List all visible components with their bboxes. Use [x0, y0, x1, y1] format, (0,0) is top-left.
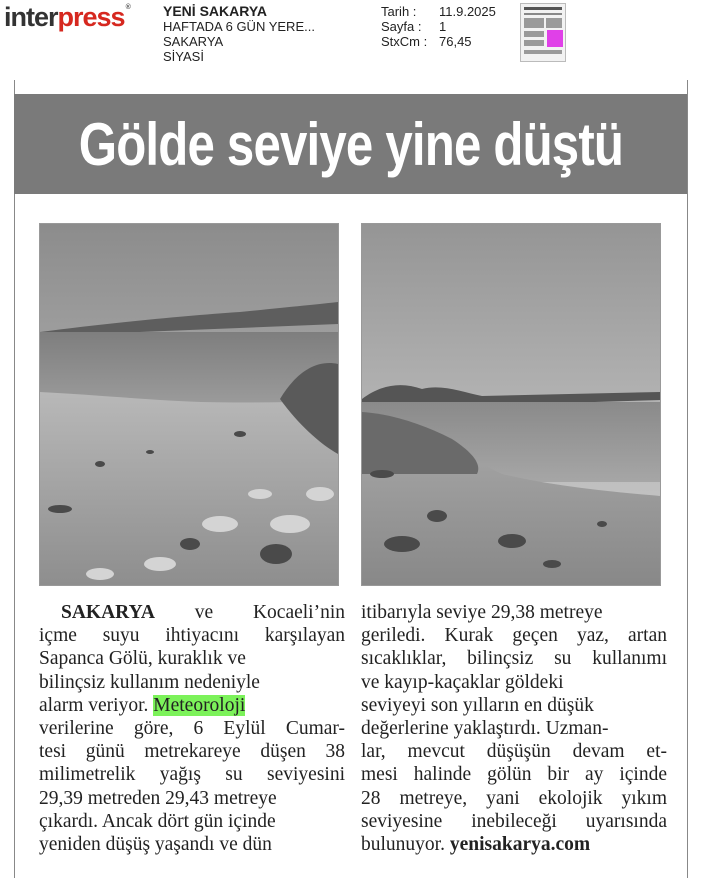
clip-meta	[381, 4, 496, 49]
lake-shore-photo-right	[361, 223, 661, 586]
body-line: lar, mevcut düşüşün devam et-	[361, 741, 667, 763]
interpress-logo: interpress®	[4, 2, 130, 32]
meta-size-row: StxCm : 76,45	[381, 34, 472, 49]
body-line: değerlerine yaklaştırdı. Uzman-	[361, 718, 609, 740]
body-line: tesi günü metrekareye düşen 38	[39, 741, 345, 763]
body-line: mesi halinde gölün bir ay içinde	[361, 764, 667, 786]
body-line: Sapanca Gölü, kuraklık ve	[39, 648, 246, 670]
lake-shore-photo-left	[39, 223, 339, 586]
page-thumbnail[interactable]	[520, 3, 566, 62]
body-line: ve kayıp-kaçaklar göldeki	[361, 671, 564, 693]
body-line: verilerine göre, 6 Eylül Cumar-	[39, 718, 345, 740]
publication-period: HAFTADA 6 GÜN YERE...	[163, 19, 315, 34]
highlighted-keyword: Meteoroloji	[153, 694, 246, 716]
publication-info	[163, 4, 315, 64]
meta-page-row: Sayfa : 1	[381, 19, 447, 34]
body-line: geriledi. Kurak geçen yaz, artan	[361, 625, 667, 647]
body-line: seviyesine inebileceği uyarısında	[361, 810, 667, 832]
newspaper-name: YENİ SAKARYA	[163, 3, 267, 19]
body-line: 28 metreye, yani ekolojik yıkım	[361, 787, 667, 809]
body-line: bulunuyor. yenisakarya.com	[361, 834, 591, 856]
headline-banner	[14, 94, 687, 194]
article-column-1	[39, 601, 345, 856]
body-line: çıkardı. Ancak dört gün içinde	[39, 810, 276, 832]
body-line: milimetrelik yağış su seviyesini	[39, 764, 345, 786]
body-line: alarm veriyor. Meteoroloji	[39, 694, 246, 716]
body-line: içme suyu ihtiyacını karşılayan	[39, 625, 345, 647]
body-line: seviyeyi son yılların en düşük	[361, 694, 594, 716]
publication-region: SAKARYA	[163, 34, 224, 49]
body-line: 29,39 metreden 29,43 metreye	[39, 787, 277, 809]
source-link[interactable]: yenisakarya.com	[449, 834, 591, 856]
body-line: sıcaklıklar, bilinçsiz su kullanımı	[361, 648, 667, 670]
publication-category: SİYASİ	[163, 49, 204, 64]
body-line: itibarıyla seviye 29,38 metreye	[361, 602, 603, 623]
clipping-header	[0, 0, 715, 80]
article-column-2	[361, 601, 667, 856]
article-headline: Gölde seviye yine düştü	[78, 110, 623, 178]
body-line: SAKARYA ve Kocaeli’nin	[61, 602, 345, 623]
body-line: yeniden düşüş yaşandı ve dün	[39, 834, 272, 856]
body-line: bilinçsiz kullanım nedeniyle	[39, 671, 260, 693]
meta-date-row: Tarih : 11.9.2025	[381, 4, 496, 19]
article-location-marker	[547, 30, 563, 47]
